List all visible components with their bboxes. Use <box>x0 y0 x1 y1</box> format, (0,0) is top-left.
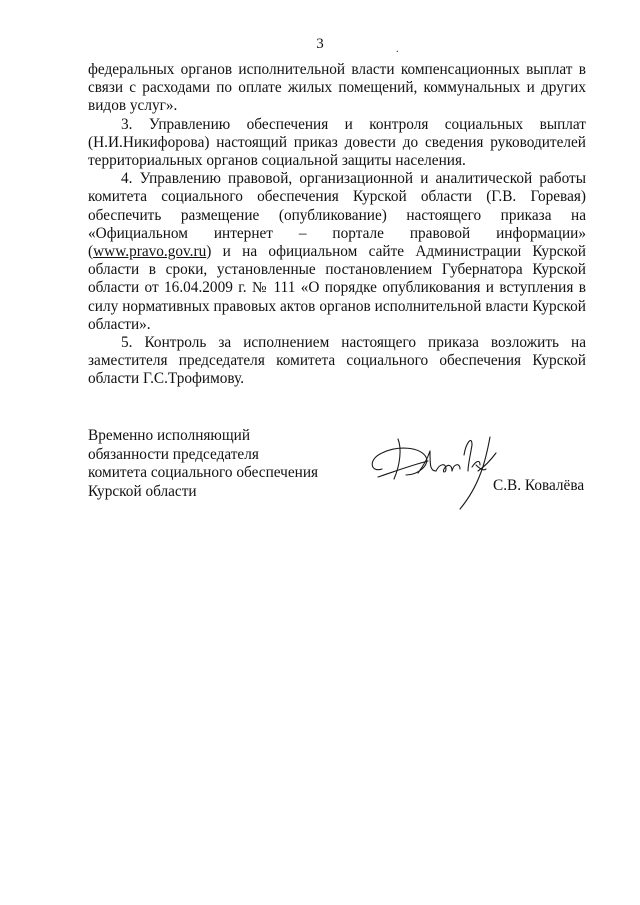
position-line: комитета социального обеспечения <box>88 464 319 481</box>
signatory-position <box>88 427 348 501</box>
position-line: обязанности председателя <box>88 445 259 463</box>
paragraph-item-4 <box>88 170 586 334</box>
document-body <box>88 61 586 389</box>
pravo-gov-link[interactable]: www.pravo.gov.ru <box>93 243 207 261</box>
page-number: 3 <box>316 36 324 52</box>
paragraph-item-5: 5. Контроль за исполнением настоящего приказа возложить на заместителя председателя комитета социального обеспечения Курской области Г.С.Трофимову. <box>88 334 586 388</box>
position-line: Курской области <box>88 482 197 500</box>
paragraph-item-3: 3. Управлению обеспечения и контроля социальных выплат (Н.И.Никифорова) настоящий приказ довести до сведения руководителей территориальных органов социальной защиты населения. <box>88 115 586 170</box>
paragraph-continuation: федеральных органов исполнительной власти компенсационных выплат в связи с расходами по оплате жилых помещений, коммунальных и других видов услуг». <box>88 61 586 115</box>
signer-name: С.В. Ковалёва <box>493 477 585 494</box>
handwritten-signature <box>368 425 508 520</box>
paragraph-item-4-text-b: ) и на официальном сайте Администрации Курской области в сроки, установленные постановлением Губернатора Курской области от 16.04.2009 г. № 111 «О порядке опубликования и вступления в силу нормативных правовых актов органов исполнительной власти Курской области». <box>88 243 586 333</box>
position-line: Временно исполняющий <box>88 427 250 444</box>
paragraph-item-4-text-a: 4. Управлению правовой, организационной и аналитической работы комитета социального обеспечения Курской области (Г.В. Горевая) обеспечить размещение (опубликование) настоящего приказа на «Официальном интернет – портале правовой информации» ( <box>88 170 586 261</box>
page-mark: . <box>396 44 399 55</box>
